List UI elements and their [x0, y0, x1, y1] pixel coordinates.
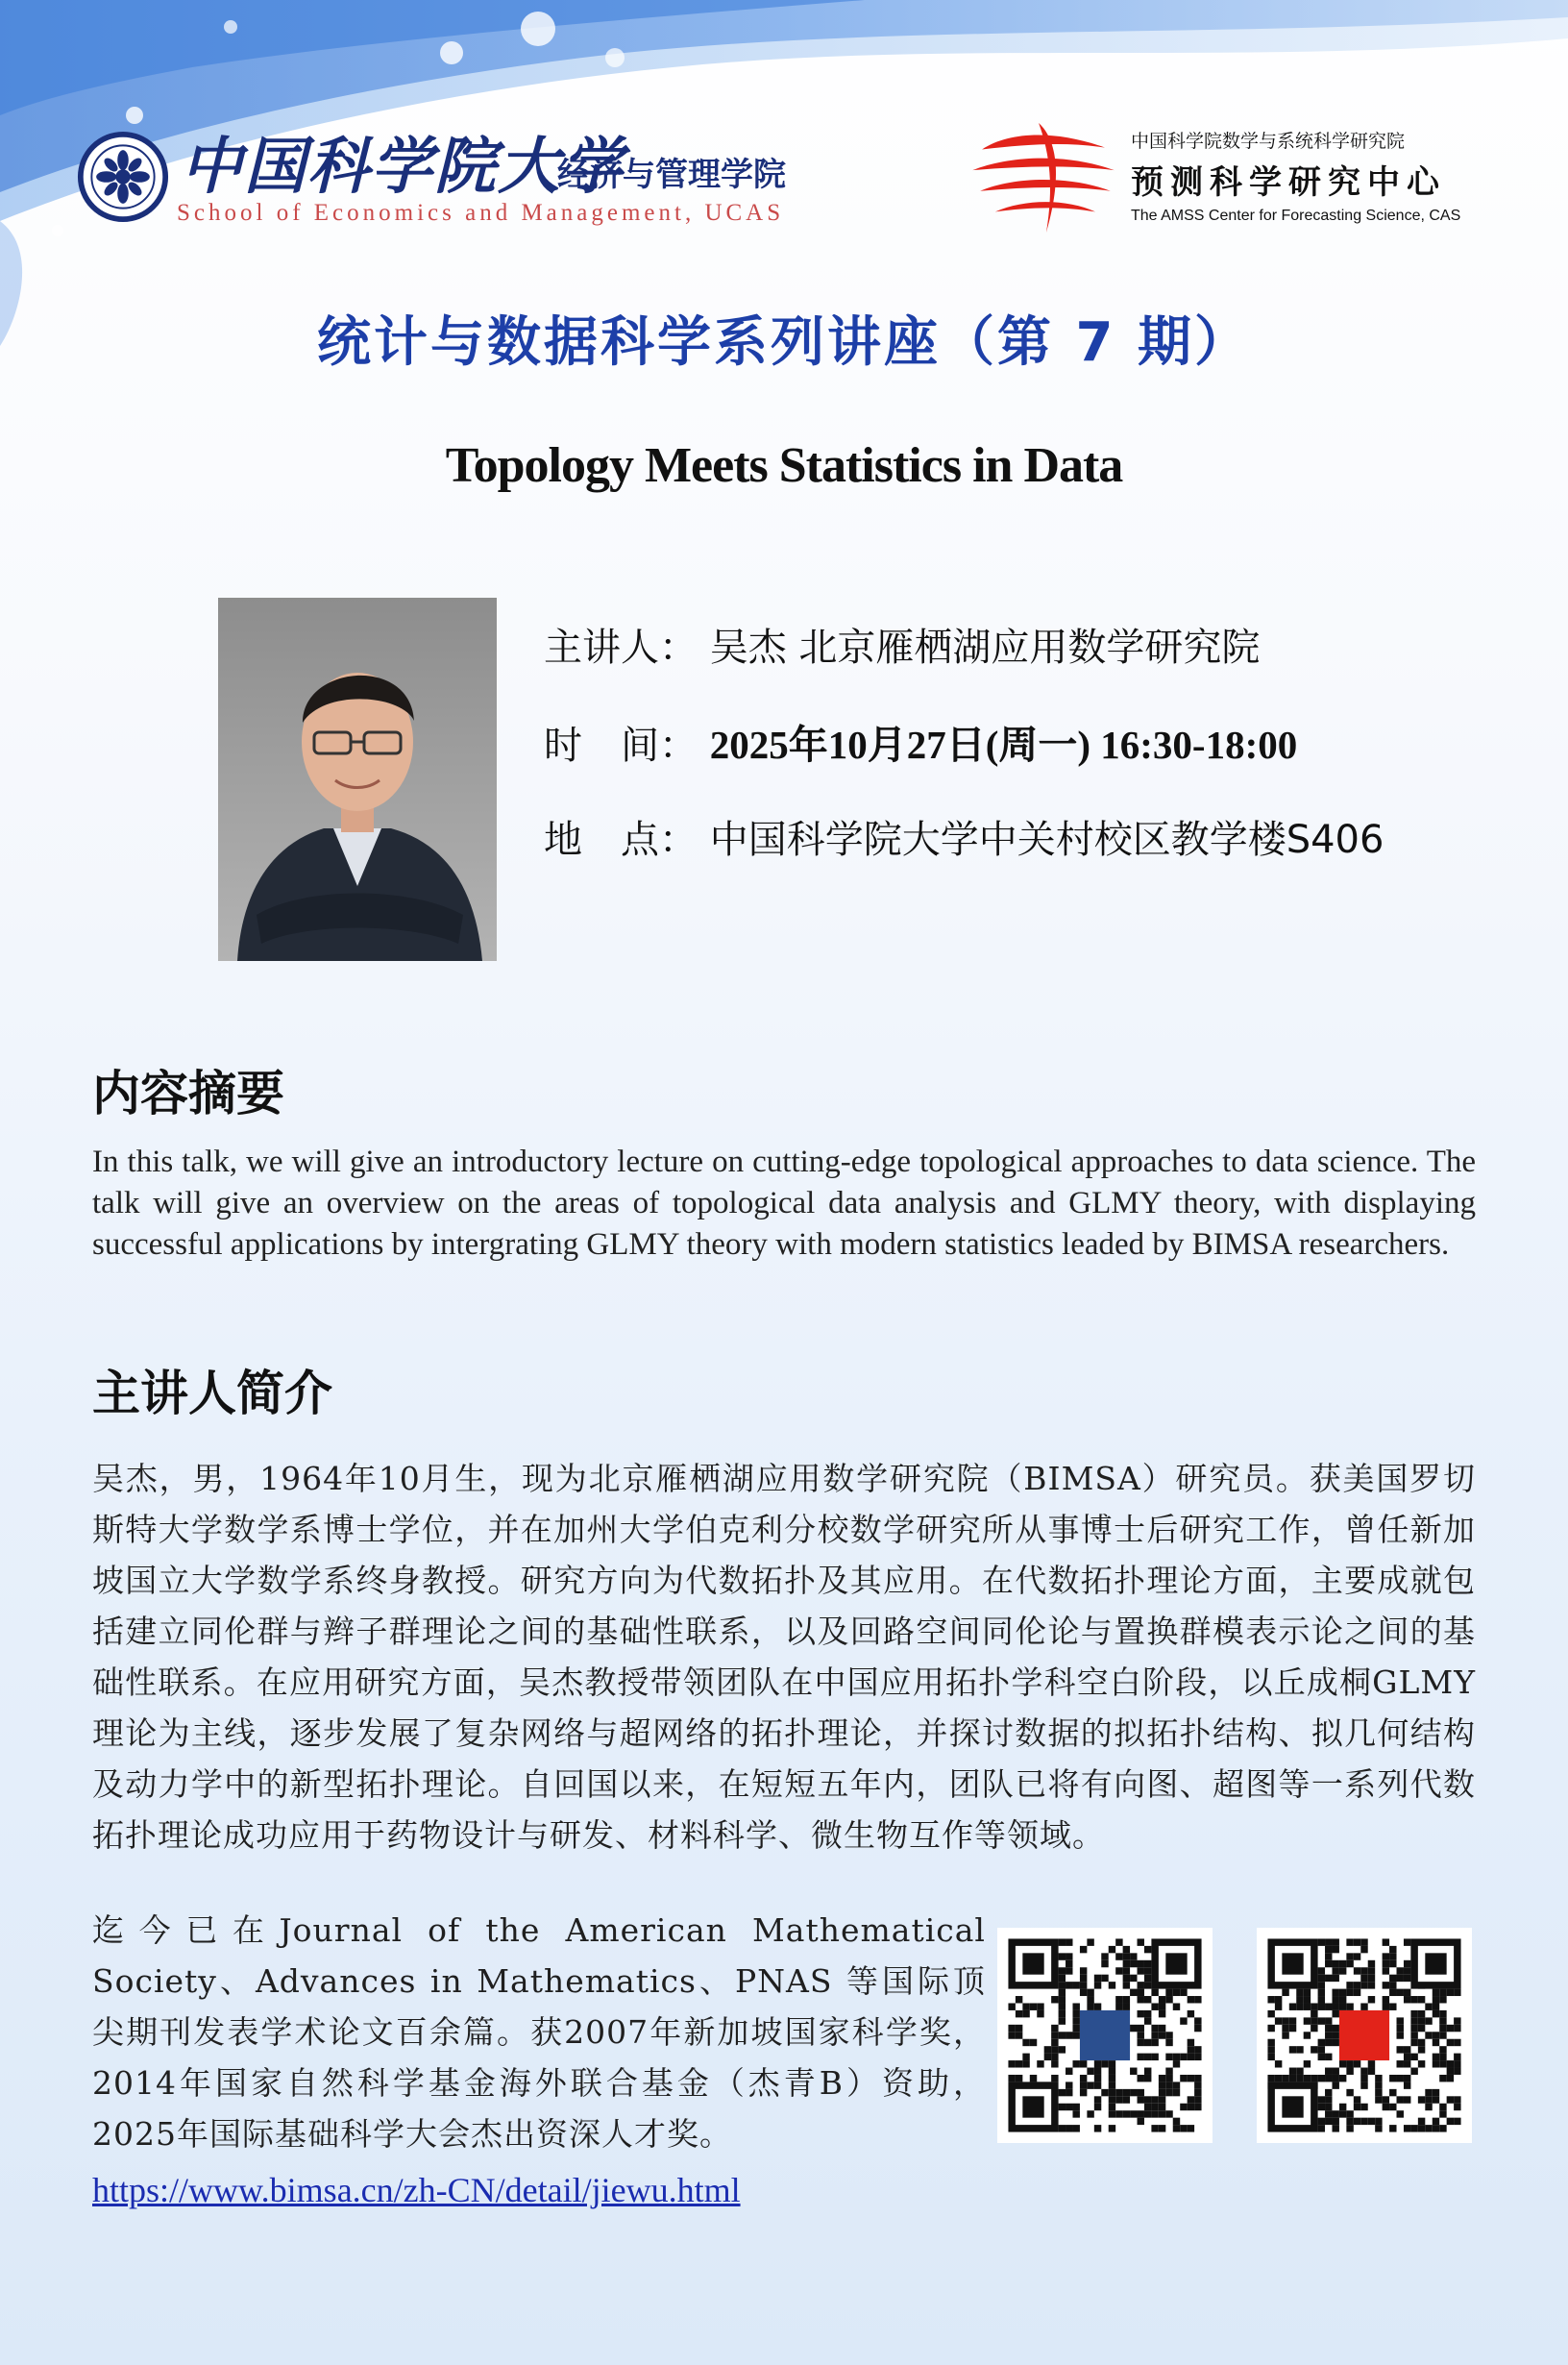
qr-code-icon	[1001, 1932, 1209, 2139]
time-label: 时 间：	[544, 724, 698, 768]
place-label: 地 点：	[544, 818, 698, 862]
header	[0, 0, 1568, 250]
bio-text-continued: 迄今已在Journal of the American Mathematical Society、Advances in Mathematics、PNAS 等国际顶尖期刊发表学术论文百余篇。获2007年新加坡国家科学奖，2014年国家自然科学基金海外联合基金（杰青B）资助，2025年国际基础科学大会杰出资深人才奖。	[92, 1911, 986, 2153]
ucas-name-cn: 中国科学院大学	[181, 131, 625, 203]
amss-parent-cn: 中国科学院数学与系统科学研究院	[1131, 131, 1406, 152]
speaker-photo	[218, 598, 497, 961]
bio-text: 吴杰，男，1964年10月生，现为北京雁栖湖应用数学研究院（BIMSA）研究员。获美国罗切斯特大学数学系博士学位，并在加州大学伯克利分校数学研究所从事博士后研究工作，曾任新加坡国立大学数学系终身教授。研究方向为代数拓扑及其应用。在代数拓扑理论方面，主要成就包括建立同伦群与辫子群理论之间的基础性联系，以及回路空间同伦论与置换群模表示论之间的基础性联系。在应用研究方面，吴杰教授带领团队在中国应用拓扑学科空白阶段，以丘成桐GLMY理论为主线，逐步发展了复杂网络与超网络的拓扑理论，并探讨数据的拟拓扑结构、拟几何结构及动力学中的新型拓扑理论。自回国以来，在短短五年内，团队已将有向图、超图等一系列代数拓扑理论成功应用于药物设计与研发、材料科学、微生物互作等领域。	[92, 1460, 1476, 1854]
bio-heading: 主讲人简介	[92, 1366, 332, 1421]
speaker-value: 吴杰 北京雁栖湖应用数学研究院	[709, 626, 1261, 670]
series-title: 统计与数据科学系列讲座（第 7 期）	[317, 311, 1251, 374]
qr-code-icon	[1261, 1932, 1468, 2139]
amss-center-cn: 预测科学研究中心	[1131, 163, 1446, 202]
time-value: 2025年10月27日(周一) 16:30-18:00	[709, 723, 1298, 767]
ucas-school-en: School of Economics and Management, UCAS	[177, 200, 785, 226]
talk-title: Topology Meets Statistics in Data	[445, 438, 1123, 493]
speaker-row	[544, 617, 1260, 672]
abstract-text: In this talk, we will give an introductory lecture on cutting-edge topological approaches to data science. The talk will give an overview on the areas of topological data analysis and GLMY theory, with displaying successful applications by intergrating GLMY theory with modern statistics leaded by BIMSA researchers.	[92, 1145, 1476, 1262]
qr-code-left	[1001, 1932, 1209, 2139]
amss-logo	[972, 115, 1510, 240]
ucas-logo	[77, 113, 845, 248]
qr-code-right	[1261, 1932, 1468, 2139]
ucas-school-cn: 经济与管理学院	[557, 156, 786, 194]
amss-center-en: The AMSS Center for Forecasting Science, CAS	[1131, 208, 1461, 224]
ucas-emblem-icon	[77, 131, 169, 223]
speaker-label: 主讲人：	[544, 626, 698, 670]
time-row	[544, 713, 1297, 770]
place-value: 中国科学院大学中关村校区教学楼S406	[709, 818, 1384, 862]
speaker-profile-link[interactable]: https://www.bimsa.cn/zh-CN/detail/jiewu.html	[92, 2171, 741, 2209]
amss-logo-icon	[972, 121, 1115, 234]
abstract-heading: 内容摘要	[92, 1066, 284, 1121]
place-row	[544, 809, 1384, 864]
